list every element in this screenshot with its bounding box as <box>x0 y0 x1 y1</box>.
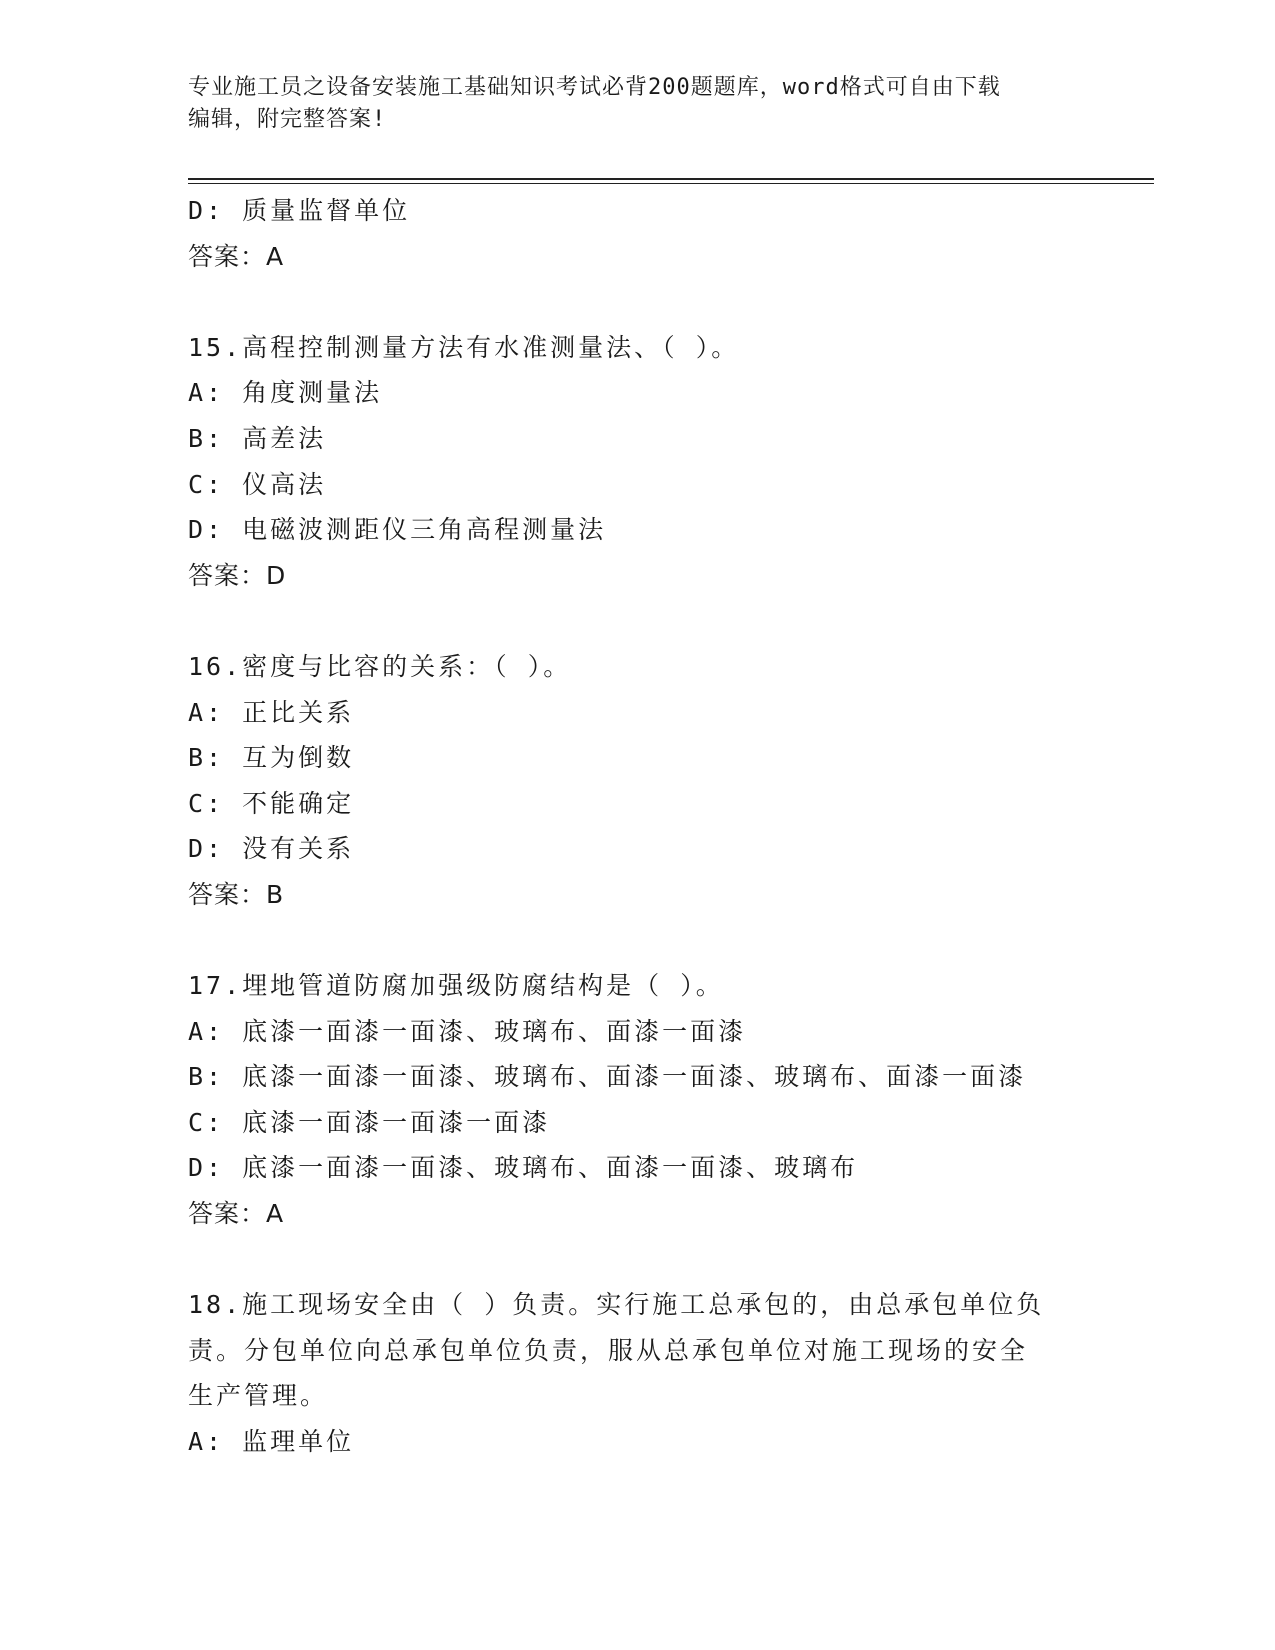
question-stem: 17.埋地管道防腐加强级防腐结构是（ ）。 <box>188 971 724 1001</box>
option-a: A: 底漆一面漆一面漆、玻璃布、面漆一面漆 <box>188 1016 747 1046</box>
option-c: C: 不能确定 <box>188 788 355 818</box>
answer: 答案：A <box>188 241 285 271</box>
option-d: D: 底漆一面漆一面漆、玻璃布、面漆一面漆、玻璃布 <box>188 1153 859 1183</box>
question-16 <box>188 644 1154 918</box>
option-b: B: 底漆一面漆一面漆、玻璃布、面漆一面漆、玻璃布、面漆一面漆 <box>188 1062 1027 1092</box>
option-c: C: 仪高法 <box>188 469 327 499</box>
document-header <box>188 72 1088 136</box>
question-14-tail <box>188 188 1154 279</box>
question-stem-line-2: 责。分包单位向总承包单位负责，服从总承包单位对施工现场的安全 <box>188 1335 1029 1365</box>
question-15 <box>188 325 1154 599</box>
question-stem-line-1: 18.施工现场安全由（ ）负责。实行施工总承包的，由总承包单位负 <box>188 1290 1045 1320</box>
question-stem: 15.高程控制测量方法有水准测量法、（ ）。 <box>188 332 740 362</box>
option-d: D: 质量监督单位 <box>188 196 411 225</box>
option-b: B: 互为倒数 <box>188 743 355 773</box>
option-a: A: 正比关系 <box>188 697 355 727</box>
option-b: B: 高差法 <box>188 423 327 453</box>
question-17 <box>188 963 1154 1237</box>
header-line-1: 专业施工员之设备安装施工基础知识考试必背200题题库，word格式可自由下载 <box>188 75 1001 100</box>
spacer <box>188 1237 1154 1283</box>
question-18 <box>188 1282 1154 1464</box>
question-stem-line-3: 生产管理。 <box>188 1381 329 1411</box>
spacer <box>188 598 1154 644</box>
header-divider-thick <box>188 178 1154 180</box>
option-a: A: 角度测量法 <box>188 378 383 408</box>
header-divider-thin <box>188 183 1154 184</box>
option-d: D: 电磁波测距仪三角高程测量法 <box>188 515 607 545</box>
option-a: A: 监理单位 <box>188 1427 355 1457</box>
option-c: C: 底漆一面漆一面漆一面漆 <box>188 1107 551 1137</box>
answer: 答案：A <box>188 1199 285 1229</box>
option-d: D: 没有关系 <box>188 834 355 864</box>
question-stem: 16.密度与比容的关系：（ ）。 <box>188 651 572 681</box>
answer: 答案：D <box>188 560 287 590</box>
question-list <box>188 188 1154 1465</box>
spacer <box>188 918 1154 964</box>
answer: 答案：B <box>188 879 285 909</box>
spacer <box>188 279 1154 325</box>
header-line-2: 编辑，附完整答案! <box>188 107 387 132</box>
